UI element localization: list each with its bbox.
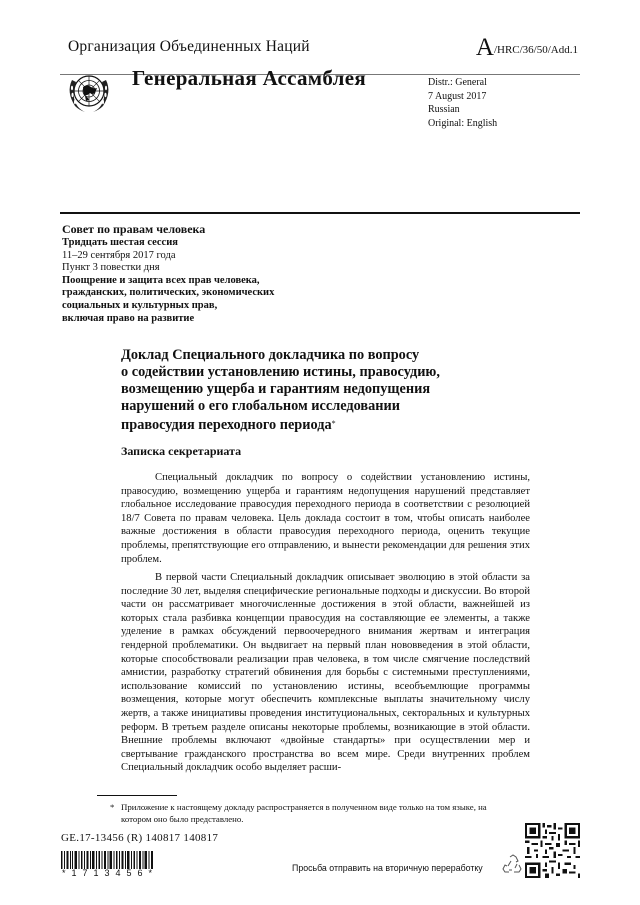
date-line: 7 August 2017 — [428, 90, 487, 102]
barcode-icon — [61, 851, 153, 869]
report-title — [121, 347, 501, 434]
report-title-line: Доклад Специального докладчика по вопросу — [121, 347, 420, 363]
symbol-letter: A — [475, 34, 494, 61]
distribution-block — [428, 76, 497, 130]
report-title-line: о содействии установлению истины, правосудию, — [121, 364, 440, 380]
agenda-item: Пункт 3 повестки дня — [62, 262, 160, 274]
report-title-line — [121, 415, 501, 434]
agenda-title-line: включая право на развитие — [62, 312, 195, 324]
paragraph-text: Специальный докладчик по вопросу о содействии установлению истины, правосудию, возмещению ущерба и гарантиям недопущения нарушений представляет глобальное исследование правосудия переходного периода в соответствии с резолюцией 18/7 Совета по правам человека. Цель доклада состоит в том, чтобы описать наиболее важные достижения в области правосудия переходного периода, оценить текущие проблемы, препятствующие его отправлению, и вынести рекомендации для решения этих проблем. — [121, 472, 530, 565]
session-name: Тридцать шестая сессия — [62, 237, 178, 248]
council-title: Совет по правам человека — [62, 222, 206, 236]
language-line: Russian — [428, 104, 460, 115]
body-name: Генеральная Ассамблея — [132, 66, 367, 90]
original-language-line: Original: English — [428, 117, 498, 129]
symbol-code: /HRC/36/50/Add.1 — [493, 44, 578, 56]
note-heading: Записка секретариата — [121, 444, 242, 458]
report-title-last: правосудия переходного периода — [121, 417, 332, 433]
recycle-icon — [500, 852, 526, 878]
barcode-number: *1713456* — [62, 868, 159, 878]
footnote-rule — [97, 795, 177, 796]
footnote-star: * — [110, 802, 115, 812]
report-title-line: возмещению ущерба и гарантиям недопущения — [121, 381, 431, 397]
paragraph-text: В первой части Специальный докладчик описывает эволюцию в этой области за последние 30 лет, выделяя специфические региональные подходы и дискуссии. Во второй части он рассматривает многочисленные достижения в этой области, важнейшей из которых стала разбивка концепции правосудия на составляющие ее элементы, а также уделение в рамках обсуждений первоочередного внимания жертвам и интеграция гендерной проблематики. Он выдвигает на первый план нововведения в этой области, которые способствовали реализации прав человека, в том числе смягчение последствий амнистии, разработку стратегий обвинения для борьбы с системными преступлениями, использование комиссий по установлению истины, всеобъемлющие программы возмещения, которые могут обеспечить комплексные выплаты значительному числу жертв, а также инициативы проведения институциональных, секторальных и культурных реформ. В третьем разделе описаны некоторые проблемы, возникающие в этой области. Внешние проблемы включают «двойные стандарты» при осуществлении мер и свертывание гражданского пространства во всем мире. Среди внутренних проблем Специальный докладчик особо выделяет расши- — [121, 572, 530, 774]
distribution-line: Distr.: General — [428, 77, 487, 88]
session-dates: 11–29 сентября 2017 года — [62, 249, 176, 261]
footnote-marker[interactable]: * — [331, 419, 336, 428]
report-title-line: нарушений о его глобальном исследовании — [121, 398, 401, 414]
recycle-text: Просьба отправить на вторичную переработку — [292, 863, 483, 873]
agenda-title-line: Поощрение и защита всех прав человека, — [62, 274, 260, 286]
document-symbol — [475, 34, 578, 61]
summary-paragraph-2 — [121, 571, 530, 775]
agenda-title-line: гражданских, политических, экономических — [62, 287, 275, 299]
footnote-text: Приложение к настоящему докладу распространяется в полученном виде только на том языке, на котором оно было представлено. — [121, 802, 487, 824]
organization-name: Организация Объединенных Наций — [68, 38, 310, 55]
agenda-title-line: социальных и культурных прав, — [62, 299, 218, 311]
header-bottom-rule — [60, 212, 580, 214]
footnote — [97, 801, 517, 825]
job-number: GE.17-13456 (R) 140817 140817 — [61, 832, 219, 844]
un-emblem-icon — [64, 68, 114, 118]
qr-code-icon — [525, 823, 580, 878]
council-block — [62, 222, 362, 325]
summary-paragraph-1 — [121, 471, 530, 566]
